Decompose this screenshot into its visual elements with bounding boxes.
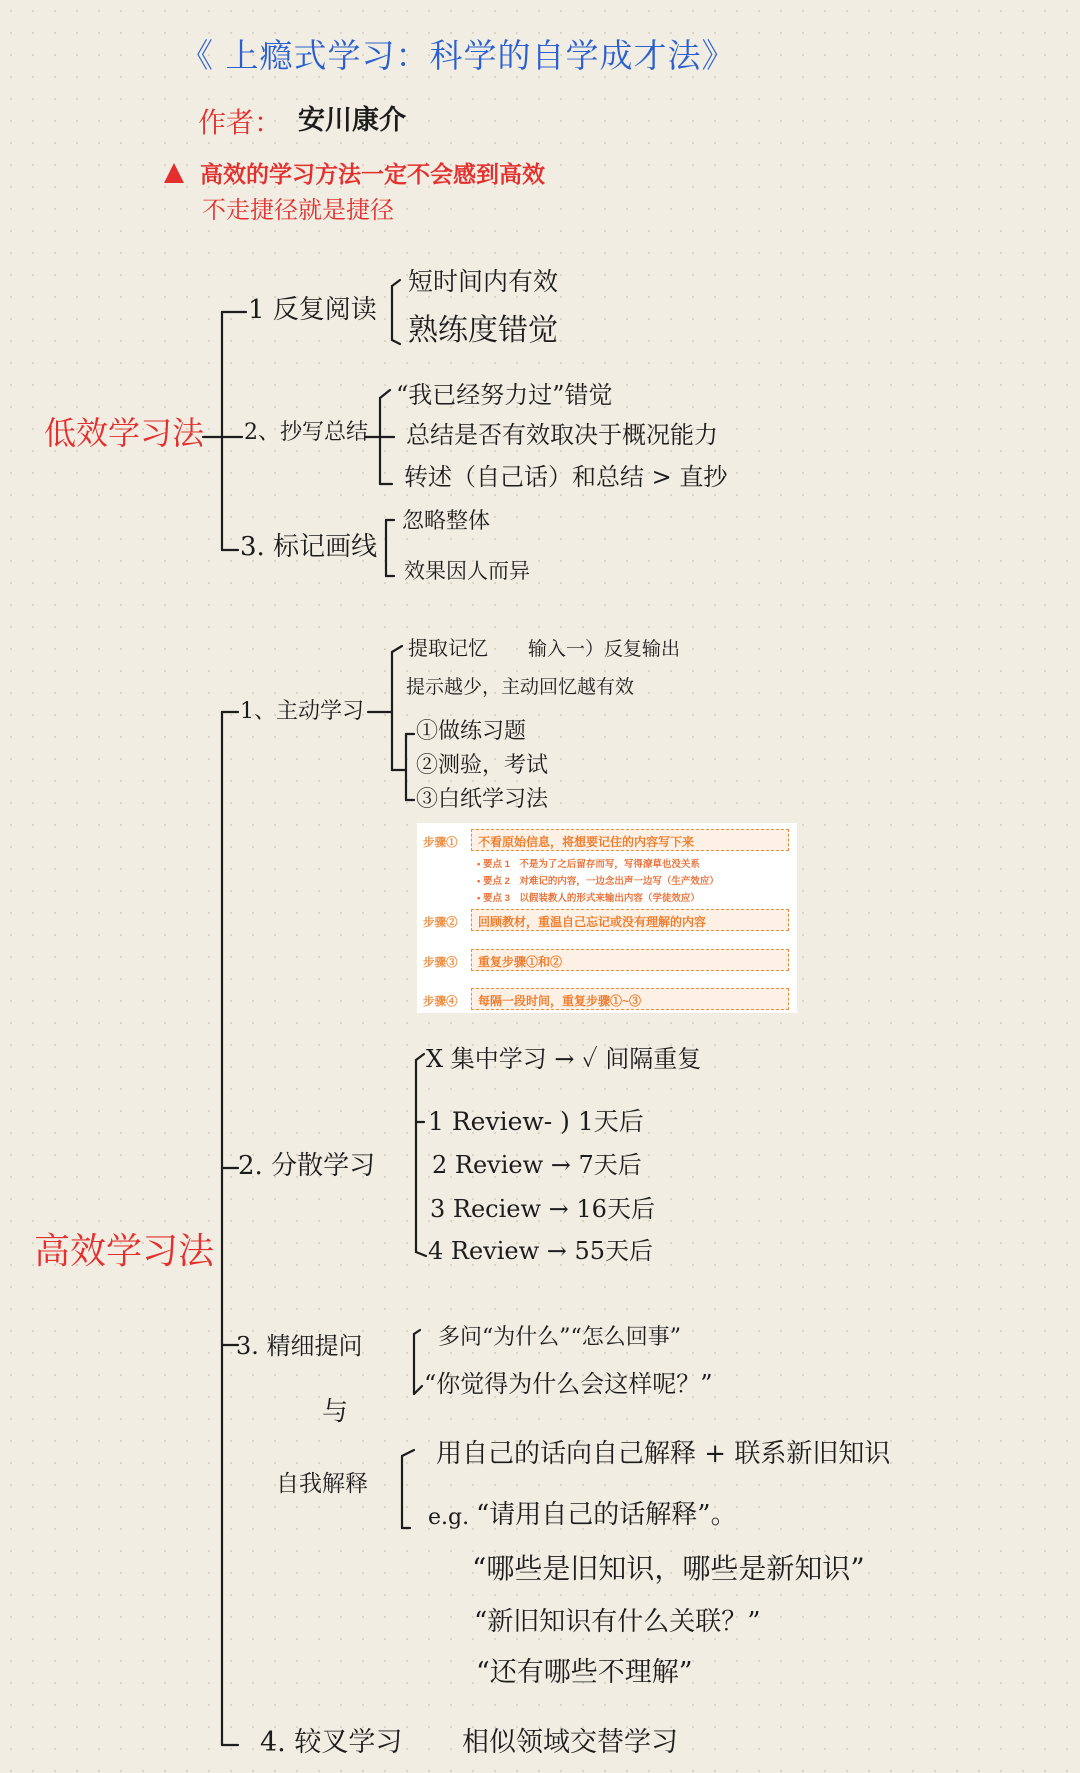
low-item-2-point-2: 总结是否有效取决于概况能力 xyxy=(406,421,718,449)
step-1-point-2: • 要点 2 对难记的内容，一边念出声一边写（生产效应） xyxy=(477,876,719,887)
step-2-tag: 步骤② xyxy=(423,917,458,929)
warning-triangle-icon xyxy=(164,163,184,183)
low-item-2-label: 2、抄写总结 xyxy=(244,420,368,445)
step-4-tag: 步骤④ xyxy=(423,996,458,1008)
high-efficiency-title: 高效学习法 xyxy=(34,1231,215,1272)
step-1-tag: 步骤① xyxy=(423,837,458,849)
eg-quote: “请用自己的话解释”。 xyxy=(476,1500,737,1530)
step-1-point-3: • 要点 3 以假装教人的形式来输出内容（学徒效应） xyxy=(477,893,700,904)
low-item-2-point-1: “我已经努力过”错觉 xyxy=(396,381,613,409)
low-item-3-point-2: 效果因人而异 xyxy=(404,559,530,583)
step-1-point-1: • 要点 1 不是为了之后留存而写，写得潦草也没关系 xyxy=(477,859,700,870)
low-item-3-point-1: 忽略整体 xyxy=(402,509,491,534)
book-title: 《 上瘾式学习：科学的自学成才法》 xyxy=(180,36,736,75)
low-efficiency-title: 低效学习法 xyxy=(44,414,205,452)
author-label: 作者： xyxy=(198,106,283,139)
active-method-1: ①做练习题 xyxy=(416,719,527,744)
low-item-1-label: 1 反复阅读 xyxy=(248,295,377,325)
interleave-label: 4. 较叉学习 xyxy=(260,1727,403,1758)
self-explain-quote-1: “哪些是旧知识，哪些是新知识” xyxy=(472,1552,865,1585)
step-4-box: 每隔一段时间，重复步骤①~③ xyxy=(471,988,789,1010)
active-learning-label: 1、主动学习 xyxy=(240,699,364,724)
step-3-tag: 步骤③ xyxy=(423,957,458,969)
self-explain-quote-2: “新旧知识有什么关联？” xyxy=(474,1607,761,1637)
low-item-2-point-3: 转述（自己话）和总结 > 直抄 xyxy=(404,463,728,491)
elaborate-point-2: “你觉得为什么会这样呢？” xyxy=(424,1370,713,1398)
elaborate-label: 3. 精细提问 xyxy=(236,1332,363,1360)
active-method-2: ②测验，考试 xyxy=(416,753,549,778)
review-2: 2 Review → 7天后 xyxy=(432,1151,642,1179)
self-explain-quote-3: “还有哪些不理解” xyxy=(476,1657,693,1688)
active-method-3: ③白纸学习法 xyxy=(416,787,549,812)
spaced-compare: X 集中学习 → ✓ 间隔重复 xyxy=(426,1045,702,1073)
active-line-2: 提示越少，主动回忆越有效 xyxy=(406,676,635,698)
note-line-1: 高效的学习方法一定不会感到高效 xyxy=(200,161,545,188)
step-1-box: 不看原始信息，将想要记住的内容写下来 xyxy=(471,829,789,851)
and-connector: 与 xyxy=(322,1397,349,1427)
review-4: 4 Review → 55天后 xyxy=(428,1237,654,1265)
step-2-box: 回顾教材，重温自己忘记或没有理解的内容 xyxy=(471,909,789,931)
step-3-box: 重复步骤①和② xyxy=(471,949,789,971)
review-3: 3 Reciew → 16天后 xyxy=(430,1195,655,1223)
active-line-1b: 输入一）反复输出 xyxy=(528,638,681,660)
elaborate-point-1: 多问“为什么”“怎么回事” xyxy=(438,1325,681,1350)
review-1: 1 Review- ) 1天后 xyxy=(428,1107,644,1136)
spaced-learning-label: 2. 分散学习 xyxy=(238,1151,376,1181)
interleave-desc: 相似领域交替学习 xyxy=(462,1727,678,1758)
note-line-2: 不走捷径就是捷径 xyxy=(202,196,394,224)
eg-prefix: e.g. xyxy=(428,1505,470,1530)
active-line-1a: 提取记忆 xyxy=(408,636,488,660)
author-name: 安川康介 xyxy=(298,105,406,136)
blank-paper-method-card xyxy=(417,823,797,1013)
low-item-1-point-1: 短时间内有效 xyxy=(408,267,559,296)
self-explain-label: 自我解释 xyxy=(276,1471,368,1497)
low-item-3-label: 3. 标记画线 xyxy=(240,532,378,562)
self-explain-line-1: 用自己的话向自己解释 + 联系新旧知识 xyxy=(436,1439,891,1469)
low-item-1-point-2: 熟练度错觉 xyxy=(408,313,558,348)
